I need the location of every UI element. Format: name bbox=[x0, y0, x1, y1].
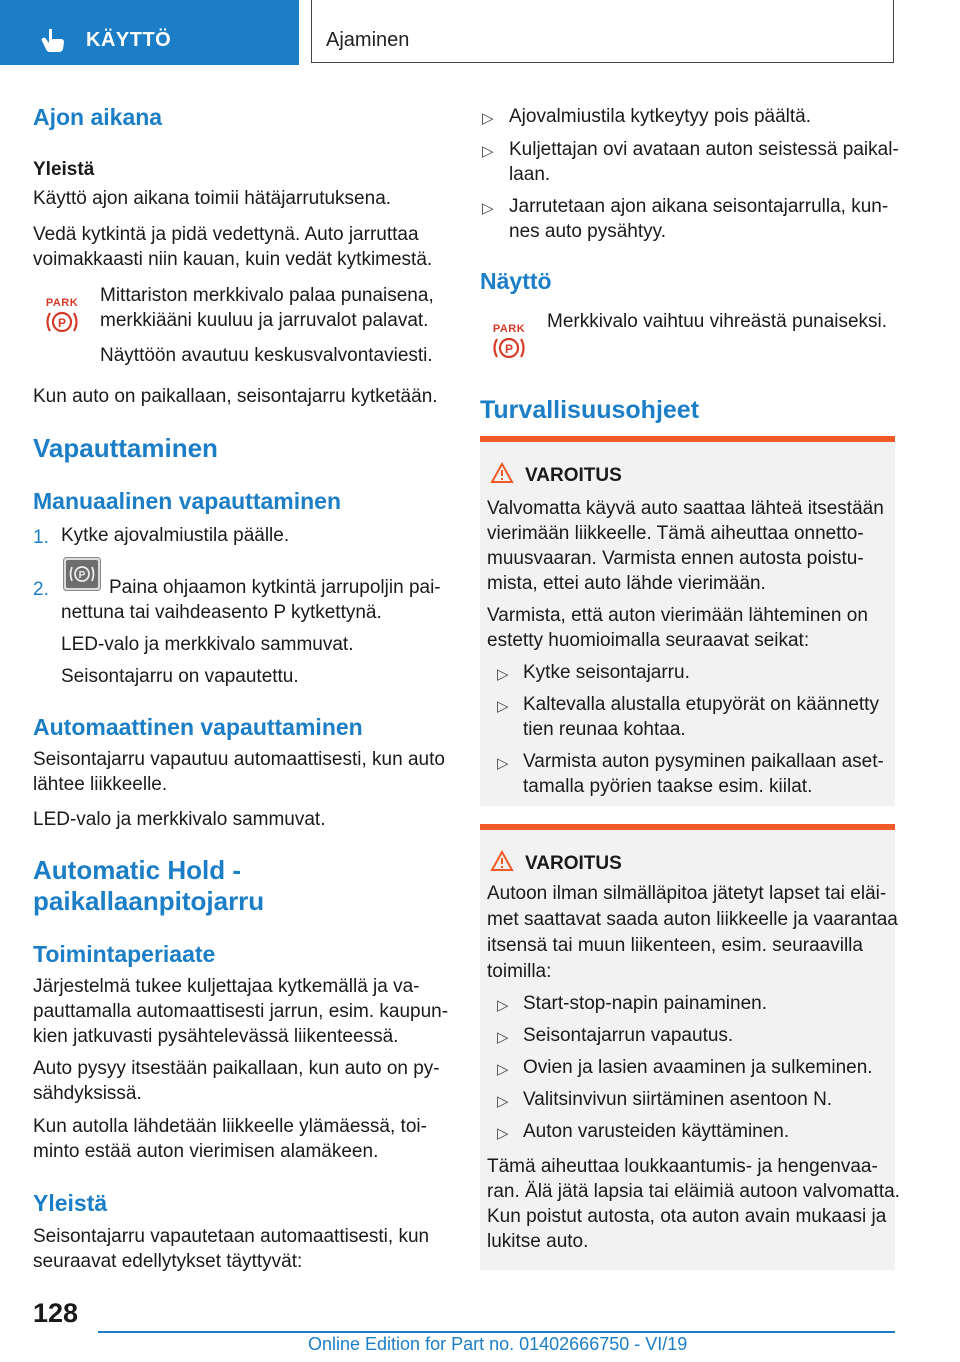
paragraph-line: kien jatkuvasti pysähtelevässä liikenteessä. bbox=[33, 1026, 399, 1047]
step-result: Seisontajarru on vapautettu. bbox=[61, 666, 299, 687]
warning-title: VAROITUS bbox=[525, 853, 622, 874]
bullet-triangle-icon: ▷ bbox=[482, 143, 494, 160]
paragraph-line: minto estää auton vierimisen alamäkeen. bbox=[33, 1141, 379, 1162]
park-label: PARK bbox=[492, 323, 526, 335]
warning-text-line: Autoon ilman silmälläpitoa jätetyt lapset tai eläi- bbox=[487, 883, 887, 904]
paragraph-line: lähtee liikkeelle. bbox=[33, 774, 168, 795]
paragraph: Käyttö ajon aikana toimii hätäjarrutuksena. bbox=[33, 188, 392, 209]
park-label: PARK bbox=[45, 297, 79, 309]
warning-list-item: Valitsinvivun siirtäminen asentoon N. bbox=[523, 1089, 833, 1110]
park-brake-icon bbox=[490, 335, 528, 361]
heading-turvallisuusohjeet: Turvallisuusohjeet bbox=[480, 396, 700, 424]
paragraph-line: seuraavat edellytykset täyttyvät: bbox=[33, 1251, 303, 1272]
bullet-triangle-icon: ▷ bbox=[497, 997, 509, 1014]
paragraph-line: Vedä kytkintä ja pidä vedettynä. Auto jarruttaa bbox=[33, 224, 419, 245]
hand-pointer-icon bbox=[40, 27, 66, 53]
warning-text-line: Valvomatta käyvä auto saattaa lähteä itsestään bbox=[487, 498, 884, 519]
park-brake-indicator bbox=[43, 297, 81, 340]
warning-bar bbox=[480, 824, 895, 830]
svg-text:P: P bbox=[78, 570, 86, 581]
step-text-line: nettuna tai vaihdeasento P kytkettynä. bbox=[61, 602, 382, 623]
bullet-triangle-icon: ▷ bbox=[497, 1061, 509, 1078]
warning-text-line: itsensä tai muun liikenteen, esim. seuraavilla bbox=[487, 935, 863, 956]
warning-text-line: vierimään liikkeelle. Tämä aiheuttaa onnetto- bbox=[487, 523, 864, 544]
bullet-triangle-icon: ▷ bbox=[482, 200, 494, 217]
warning-list-item: Start-stop-napin painaminen. bbox=[523, 993, 767, 1014]
heading-automatic-hold: Automatic Hold - bbox=[33, 855, 241, 885]
bullet-triangle-icon: ▷ bbox=[497, 698, 509, 715]
list-item-line: Jarrutetaan ajon aikana seisontajarrulla, kun- bbox=[509, 196, 889, 217]
step-text-line: Paina ohjaamon kytkintä jarrupoljin pai- bbox=[109, 577, 441, 598]
warning-text-line: ran. Älä jätä lapsia tai eläimiä autoon valvomatta. bbox=[487, 1181, 900, 1202]
warning-text-line: toimilla: bbox=[487, 961, 552, 982]
icon-description: Merkkivalo vaihtuu vihreästä punaiseksi. bbox=[547, 311, 888, 332]
warning-list-item: Auton varusteiden käyttäminen. bbox=[523, 1121, 790, 1142]
heading-automatic-hold: paikallaanpitojarru bbox=[33, 886, 265, 916]
paragraph-line: Seisontajarru vapautuu automaattisesti, kun auto bbox=[33, 749, 445, 770]
warning-list-item-line: tamalla pyörien taakse esim. kiilat. bbox=[523, 776, 813, 797]
paragraph-line: voimakkaasti niin kauan, kuin vedät kytkimestä. bbox=[33, 249, 433, 270]
paragraph: LED-valo ja merkkivalo sammuvat. bbox=[33, 809, 326, 830]
paragraph-line: Seisontajarru vapautetaan automaattisesti, kun bbox=[33, 1226, 430, 1247]
section-title: KÄYTTÖ bbox=[86, 29, 172, 51]
warning-text-line: Tämä aiheuttaa loukkaantumis- ja hengenvaa- bbox=[487, 1156, 878, 1177]
warning-box bbox=[480, 824, 900, 1270]
list-item-line: laan. bbox=[509, 164, 551, 185]
bullet-triangle-icon: ▷ bbox=[497, 755, 509, 772]
list-item-line: nes auto pysähtyy. bbox=[509, 221, 667, 242]
warning-text-line: muusvaaran. Varmista ennen autosta poistu- bbox=[487, 548, 864, 569]
paragraph-line: Järjestelmä tukee kuljettajaa kytkemällä ja va- bbox=[33, 976, 420, 997]
warning-list-item-line: tien reunaa kohtaa. bbox=[523, 719, 686, 740]
step-text: Kytke ajovalmiustila päälle. bbox=[61, 525, 290, 546]
warning-list-item: Ovien ja lasien avaaminen ja sulkeminen. bbox=[523, 1057, 873, 1078]
warning-text-line: met saattavat saada auton liikkeelle ja vaarantaa bbox=[487, 909, 898, 930]
step-number: 1. bbox=[33, 527, 49, 548]
bullet-triangle-icon: ▷ bbox=[482, 110, 494, 127]
heading-vapauttaminen: Vapauttaminen bbox=[33, 433, 218, 463]
bullet-triangle-icon: ▷ bbox=[497, 1029, 509, 1046]
heading-manuaalinen: Manuaalinen vapauttaminen bbox=[33, 488, 342, 514]
warning-triangle-icon bbox=[490, 850, 514, 872]
paragraph-line: Auto pysyy itsestään paikallaan, kun auto on py- bbox=[33, 1058, 440, 1079]
subheading-yleista: Yleistä bbox=[33, 159, 95, 180]
heading-naytto: Näyttö bbox=[480, 268, 552, 294]
heading-automaattinen: Automaattinen vapauttaminen bbox=[33, 714, 363, 740]
icon-description-line: Näyttöön avautuu keskusvalvontaviesti. bbox=[100, 345, 433, 366]
park-brake-icon bbox=[43, 309, 81, 335]
section-tab bbox=[0, 0, 299, 65]
warning-text-line: estetty huomioimalla seuraavat seikat: bbox=[487, 630, 810, 651]
warning-box bbox=[480, 436, 895, 806]
bullet-triangle-icon: ▷ bbox=[497, 666, 509, 683]
svg-text:P: P bbox=[504, 342, 514, 356]
bullet-triangle-icon: ▷ bbox=[497, 1093, 509, 1110]
icon-description-line: merkkiääni kuuluu ja jarruvalot palavat. bbox=[100, 310, 429, 331]
warning-bar bbox=[480, 436, 895, 442]
list-item: Ajovalmiustila kytkeytyy pois päältä. bbox=[509, 106, 812, 127]
park-brake-indicator bbox=[490, 323, 528, 366]
park-brake-switch-icon bbox=[63, 557, 101, 591]
warning-text-line: mista, ettei auto lähde vierimään. bbox=[487, 573, 766, 594]
warning-list-item-line: Varmista auton pysyminen paikallaan aset- bbox=[523, 751, 884, 772]
icon-description-line: Mittariston merkkivalo palaa punaisena, bbox=[100, 285, 434, 306]
warning-title: VAROITUS bbox=[525, 465, 622, 486]
paragraph-line: Kun autolla lähdetään liikkeelle ylämäessä, toi- bbox=[33, 1116, 427, 1137]
svg-text:P: P bbox=[57, 316, 67, 330]
step-result: LED-valo ja merkkivalo sammuvat. bbox=[61, 634, 354, 655]
list-item-line: Kuljettajan ovi avataan auton seistessä paikal- bbox=[509, 139, 899, 160]
footer-divider bbox=[98, 1331, 895, 1333]
heading-ajon-aikana: Ajon aikana bbox=[33, 104, 163, 130]
heading-toimintaperiaate: Toimintaperiaate bbox=[33, 941, 216, 967]
warning-text-line: lukitse auto. bbox=[487, 1231, 589, 1252]
warning-list-item: Kytke seisontajarru. bbox=[523, 662, 690, 683]
footer-edition: Online Edition for Part no. 01402666750 - VI/19 bbox=[308, 1334, 688, 1354]
paragraph: Kun auto on paikallaan, seisontajarru kytketään. bbox=[33, 386, 438, 407]
paragraph-line: pauttamalla automaattisesti jarrun, esim. kaupun- bbox=[33, 1001, 449, 1022]
warning-triangle-icon bbox=[490, 462, 514, 484]
warning-list-item-line: Kaltevalla alustalla etupyörät on käännetty bbox=[523, 694, 879, 715]
chapter-header bbox=[311, 0, 894, 63]
heading-yleista: Yleistä bbox=[33, 1190, 108, 1216]
paragraph-line: sähdyksissä. bbox=[33, 1083, 142, 1104]
warning-text-line: Kun poistut autosta, ota auton avain mukaasi ja bbox=[487, 1206, 887, 1227]
chapter-title: Ajaminen bbox=[326, 29, 410, 51]
page-number: 128 bbox=[33, 1298, 79, 1328]
warning-list-item: Seisontajarrun vapautus. bbox=[523, 1025, 734, 1046]
step-number: 2. bbox=[33, 579, 49, 600]
warning-text-line: Varmista, että auton vierimään lähteminen on bbox=[487, 605, 868, 626]
bullet-triangle-icon: ▷ bbox=[497, 1125, 509, 1142]
